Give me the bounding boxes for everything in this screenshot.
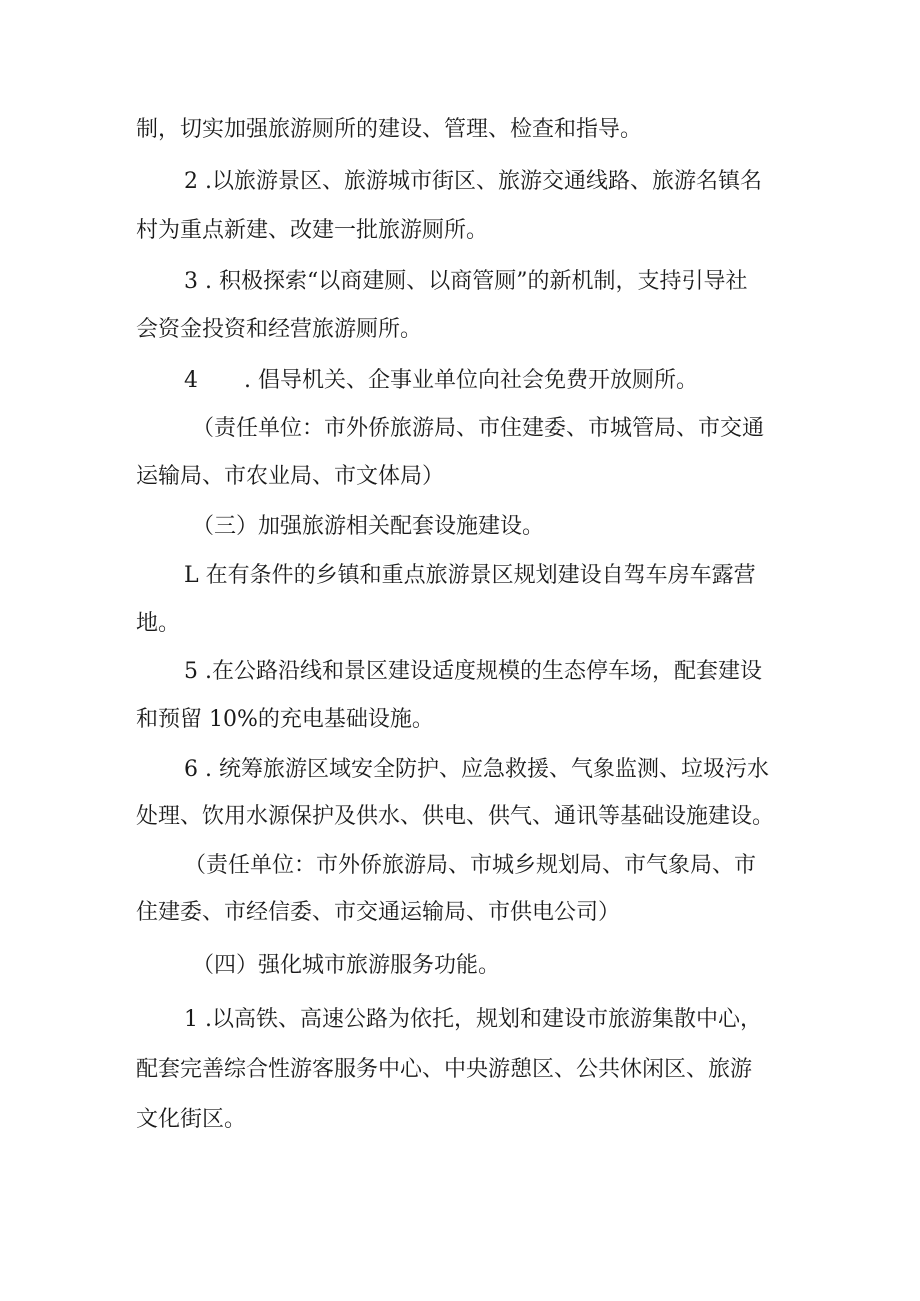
text-line: L 在有条件的乡镇和重点旅游景区规划建设自驾车房车露营 <box>184 563 756 588</box>
text-line: （责任单位：市外侨旅游局、市住建委、市城管局、市交通 <box>192 416 765 441</box>
list-text: . 倡导机关、企事业单位向社会免费开放厕所。 <box>244 368 698 393</box>
text-line: 运输局、市农业局、市文体局） <box>136 464 445 489</box>
section-heading: （三）加强旅游相关配套设施建设。 <box>192 514 545 539</box>
text-line: 文化街区。 <box>136 1107 247 1132</box>
text-line: 地。 <box>136 611 181 636</box>
text-line: 配套完善综合性游客服务中心、中央游憩区、公共休闲区、旅游 <box>136 1057 753 1082</box>
text-line <box>184 366 698 396</box>
text-line: 制，切实加强旅游厕所的建设、管理、检查和指导。 <box>136 117 643 142</box>
text-line: 村为重点新建、改建一批旅游厕所。 <box>136 218 489 243</box>
text-line: 和预留 10%的充电基础设施。 <box>136 707 434 732</box>
text-line: 5 .在公路沿线和景区建设适度规模的生态停车场，配套建设 <box>184 659 762 684</box>
text-line: 1 .以高铁、高速公路为依托，规划和建设市旅游集散中心， <box>184 1007 762 1032</box>
text-line: 处理、饮用水源保护及供水、供电、供气、通讯等基础设施建设。 <box>136 804 775 829</box>
text-line: 住建委、市经信委、市交通运输局、市供电公司） <box>136 900 621 925</box>
list-number: 4 <box>184 368 198 393</box>
text-line: 会资金投资和经营旅游厕所。 <box>136 317 423 342</box>
section-heading: （四）强化城市旅游服务功能。 <box>192 953 501 978</box>
text-line: （责任单位：市外侨旅游局、市城乡规划局、市气象局、市 <box>184 853 757 878</box>
text-line: 3 . 积极探索“以商建厕、以商管厕”的新机制，支持引导社 <box>184 269 748 294</box>
text-line: 6 . 统筹旅游区域安全防护、应急救援、气象监测、垃圾污水 <box>184 757 769 782</box>
text-line: 2 .以旅游景区、旅游城市街区、旅游交通线路、旅游名镇名 <box>184 169 762 194</box>
